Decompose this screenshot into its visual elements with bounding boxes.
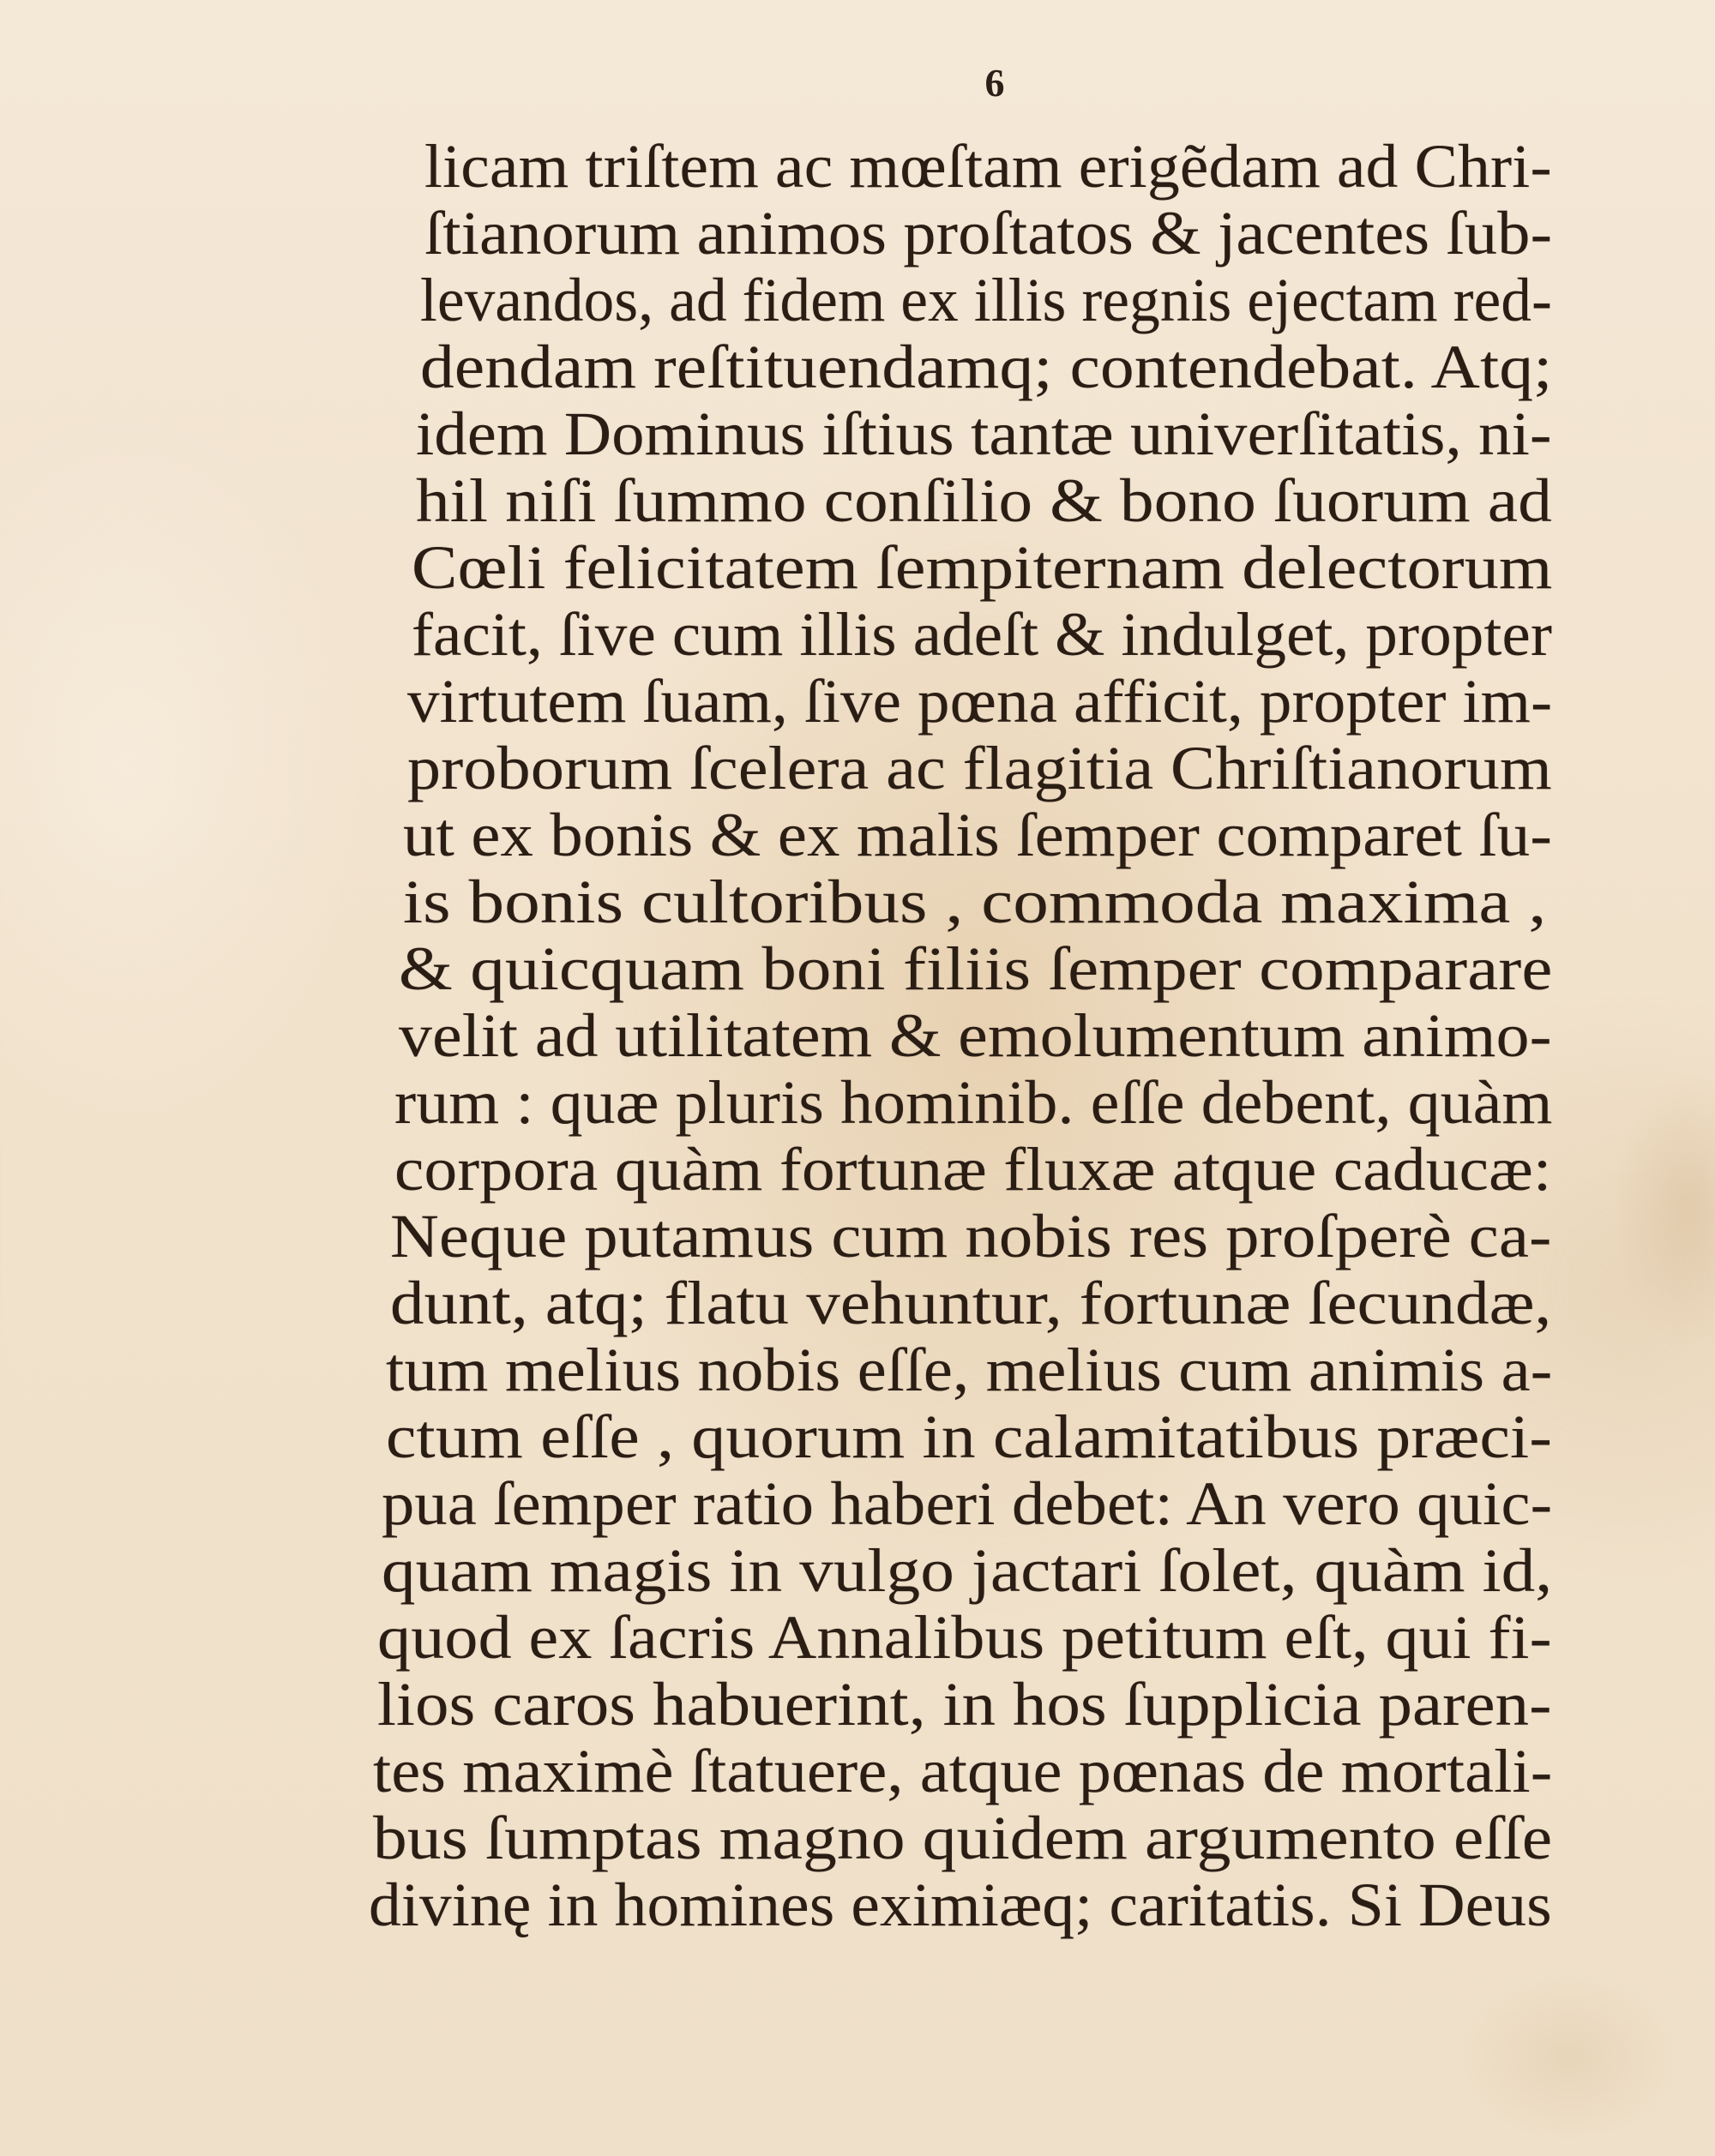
- page-number: 6: [984, 61, 1005, 105]
- text-line: is bonis cultoribus , commoda maxima ,: [403, 868, 1547, 936]
- text-line: Neque putamus cum nobis res proſperè ca-: [390, 1202, 1552, 1270]
- text-line: bus ſumptas magno quidem argumento eſſe: [373, 1804, 1553, 1872]
- text-line: ctum eſſe , quorum in calamitatibus præci-: [386, 1402, 1553, 1471]
- text-line: tes maximè ſtatuere, atque pœnas de mortali-: [373, 1737, 1553, 1805]
- text-line: velit ad utilitatem & emolumentum animo-: [399, 1001, 1552, 1070]
- text-line: proborum ſcelera ac flagitia Chriſtianorum: [407, 734, 1552, 802]
- text-line: rum : quæ pluris hominib. eſſe debent, quàm: [394, 1068, 1553, 1137]
- text-line: virtutem ſuam, ſive pœna afficit, propter im-: [407, 667, 1553, 736]
- paper-stain: [1458, 1972, 1681, 2143]
- text-line: & quicquam boni filiis ſemper comparare: [399, 934, 1553, 1003]
- text-line: corpora quàm fortunæ fluxæ atque caducæ:: [394, 1135, 1552, 1204]
- text-line: ſtianorum animos proſtatos & jacentes ſub-: [424, 199, 1553, 267]
- text-line: tum melius nobis eſſe, melius cum animis a-: [386, 1336, 1553, 1404]
- paper-stain: [1612, 1072, 1715, 1346]
- text-line: Cœli felicitatem ſempiternam delectorum: [412, 533, 1553, 602]
- text-line: ut ex bonis & ex malis ſemper comparet ſu-: [403, 801, 1553, 869]
- text-line: dendam reſtituendamq; contendebat. Atq;: [420, 333, 1553, 401]
- text-line: idem Dominus iſtius tantæ univerſitatis, ni-: [416, 399, 1552, 468]
- text-line: quod ex ſacris Annalibus petitum eſt, qui fi-: [377, 1603, 1552, 1672]
- text-line: divinę in homines eximiæq; caritatis. Si Deus: [369, 1871, 1552, 1939]
- text-line: licam triſtem ac mœſtam erigẽdam ad Chri-: [424, 132, 1552, 201]
- text-line: levandos, ad fidem ex illis regnis ejectam red-: [420, 266, 1552, 334]
- text-line: quam magis in vulgo jactari ſolet, quàm id,: [382, 1536, 1553, 1605]
- text-line: hil niſi ſummo conſilio & bono ſuorum ad: [416, 466, 1552, 535]
- text-line: dunt, atq; flatu vehuntur, fortunæ ſecundæ,: [390, 1269, 1552, 1337]
- text-line: facit, ſive cum illis adeſt & indulget, propter: [412, 600, 1553, 669]
- text-line: pua ſemper ratio haberi debet: An vero quic-: [382, 1469, 1553, 1538]
- text-line: lios caros habuerint, in hos ſupplicia paren-: [377, 1670, 1552, 1739]
